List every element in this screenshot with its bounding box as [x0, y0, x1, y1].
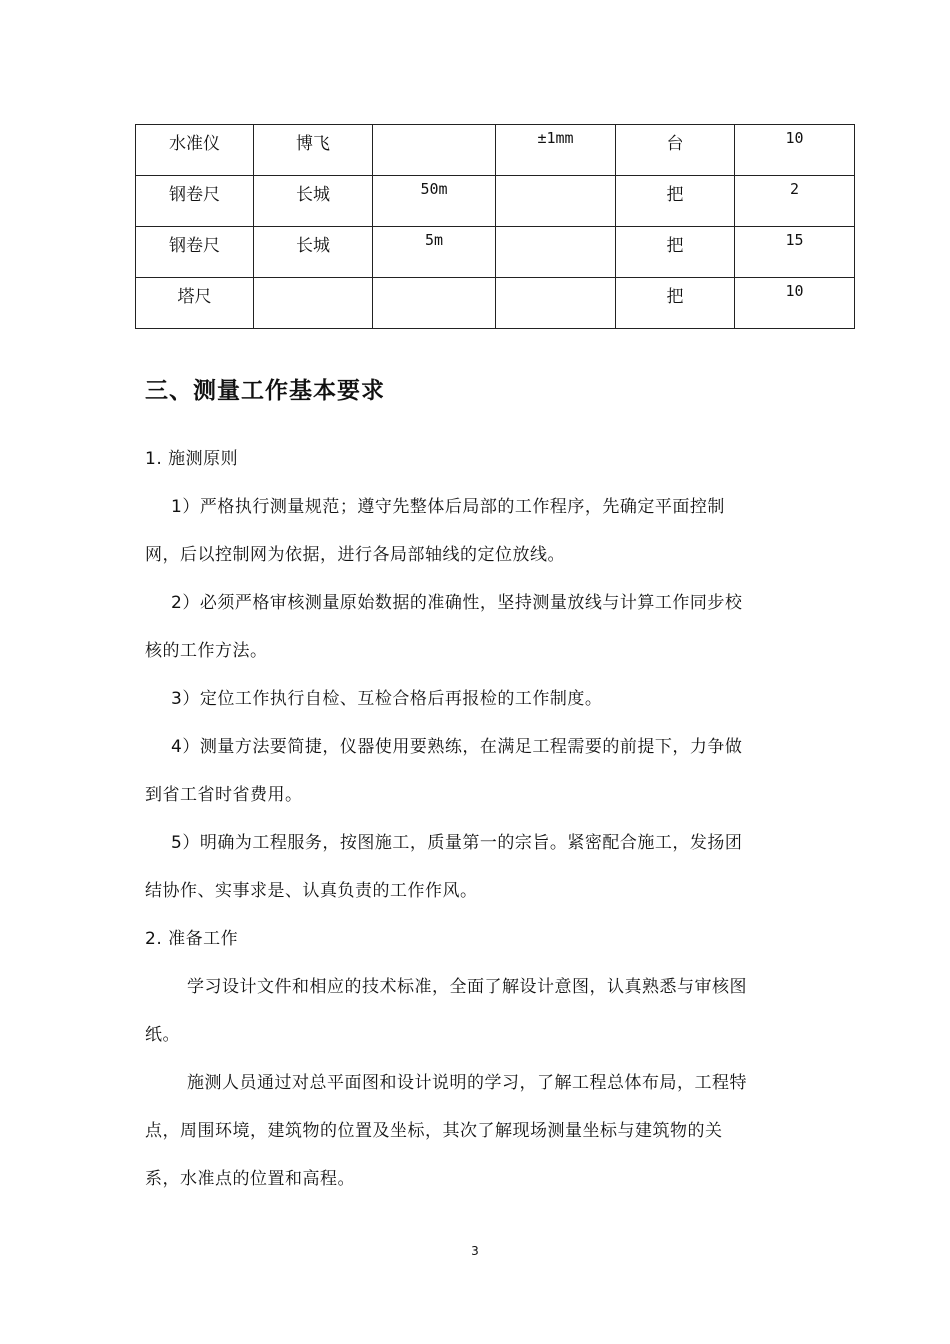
- paragraph-line: 2）必须严格审核测量原始数据的准确性，坚持测量放线与计算工作同步校: [171, 593, 743, 613]
- page-number: 3: [471, 1244, 479, 1258]
- table-cell: [496, 176, 616, 227]
- paragraph-line: 核的工作方法。: [145, 641, 268, 661]
- table-cell: 塔尺: [136, 278, 254, 329]
- table-cell: 2: [735, 176, 855, 227]
- table-cell: 5m: [373, 227, 496, 278]
- paragraph-line: 结协作、实事求是、认真负责的工作作风。: [145, 881, 478, 901]
- table-cell: [496, 278, 616, 329]
- table-row: [136, 227, 855, 278]
- table-cell: [496, 227, 616, 278]
- paragraph-line: 到省工省时省费用。: [145, 785, 303, 805]
- paragraph-line: 1）严格执行测量规范；遵守先整体后局部的工作程序，先确定平面控制: [171, 497, 725, 517]
- table-cell: [373, 278, 496, 329]
- table-cell: 把: [616, 227, 735, 278]
- paragraph-line: 系，水准点的位置和高程。: [145, 1169, 355, 1189]
- subheading-preparation: 2. 准备工作: [145, 929, 239, 949]
- table-cell: 15: [735, 227, 855, 278]
- paragraph-line: 3）定位工作执行自检、互检合格后再报检的工作制度。: [171, 689, 603, 709]
- equipment-table: [135, 124, 855, 329]
- table-cell: 50m: [373, 176, 496, 227]
- table-cell: [373, 125, 496, 176]
- table-cell: 把: [616, 176, 735, 227]
- paragraph-line: 学习设计文件和相应的技术标准，全面了解设计意图，认真熟悉与审核图: [187, 977, 747, 997]
- table-cell: 10: [735, 278, 855, 329]
- table-cell: 水准仪: [136, 125, 254, 176]
- table-cell: 长城: [254, 176, 373, 227]
- table-cell: 博飞: [254, 125, 373, 176]
- subheading-principles: 1. 施测原则: [145, 449, 239, 469]
- paragraph-line: 4）测量方法要简捷，仪器使用要熟练，在满足工程需要的前提下，力争做: [171, 737, 743, 757]
- table-cell: 钢卷尺: [136, 176, 254, 227]
- paragraph-line: 网，后以控制网为依据，进行各局部轴线的定位放线。: [145, 545, 565, 565]
- paragraph-line: 纸。: [145, 1025, 180, 1045]
- table-cell: 台: [616, 125, 735, 176]
- table-cell: 10: [735, 125, 855, 176]
- table-row: [136, 125, 855, 176]
- section-heading: 三、测量工作基本要求: [145, 378, 385, 404]
- table-cell: 把: [616, 278, 735, 329]
- table-row: [136, 278, 855, 329]
- table-row: [136, 176, 855, 227]
- table-cell: ±1mm: [496, 125, 616, 176]
- paragraph-line: 施测人员通过对总平面图和设计说明的学习，了解工程总体布局，工程特: [187, 1073, 747, 1093]
- table-cell: 钢卷尺: [136, 227, 254, 278]
- table-cell: 长城: [254, 227, 373, 278]
- paragraph-line: 5）明确为工程服务，按图施工，质量第一的宗旨。紧密配合施工，发扬团: [171, 833, 743, 853]
- paragraph-line: 点，周围环境，建筑物的位置及坐标，其次了解现场测量坐标与建筑物的关: [145, 1121, 723, 1141]
- table-cell: [254, 278, 373, 329]
